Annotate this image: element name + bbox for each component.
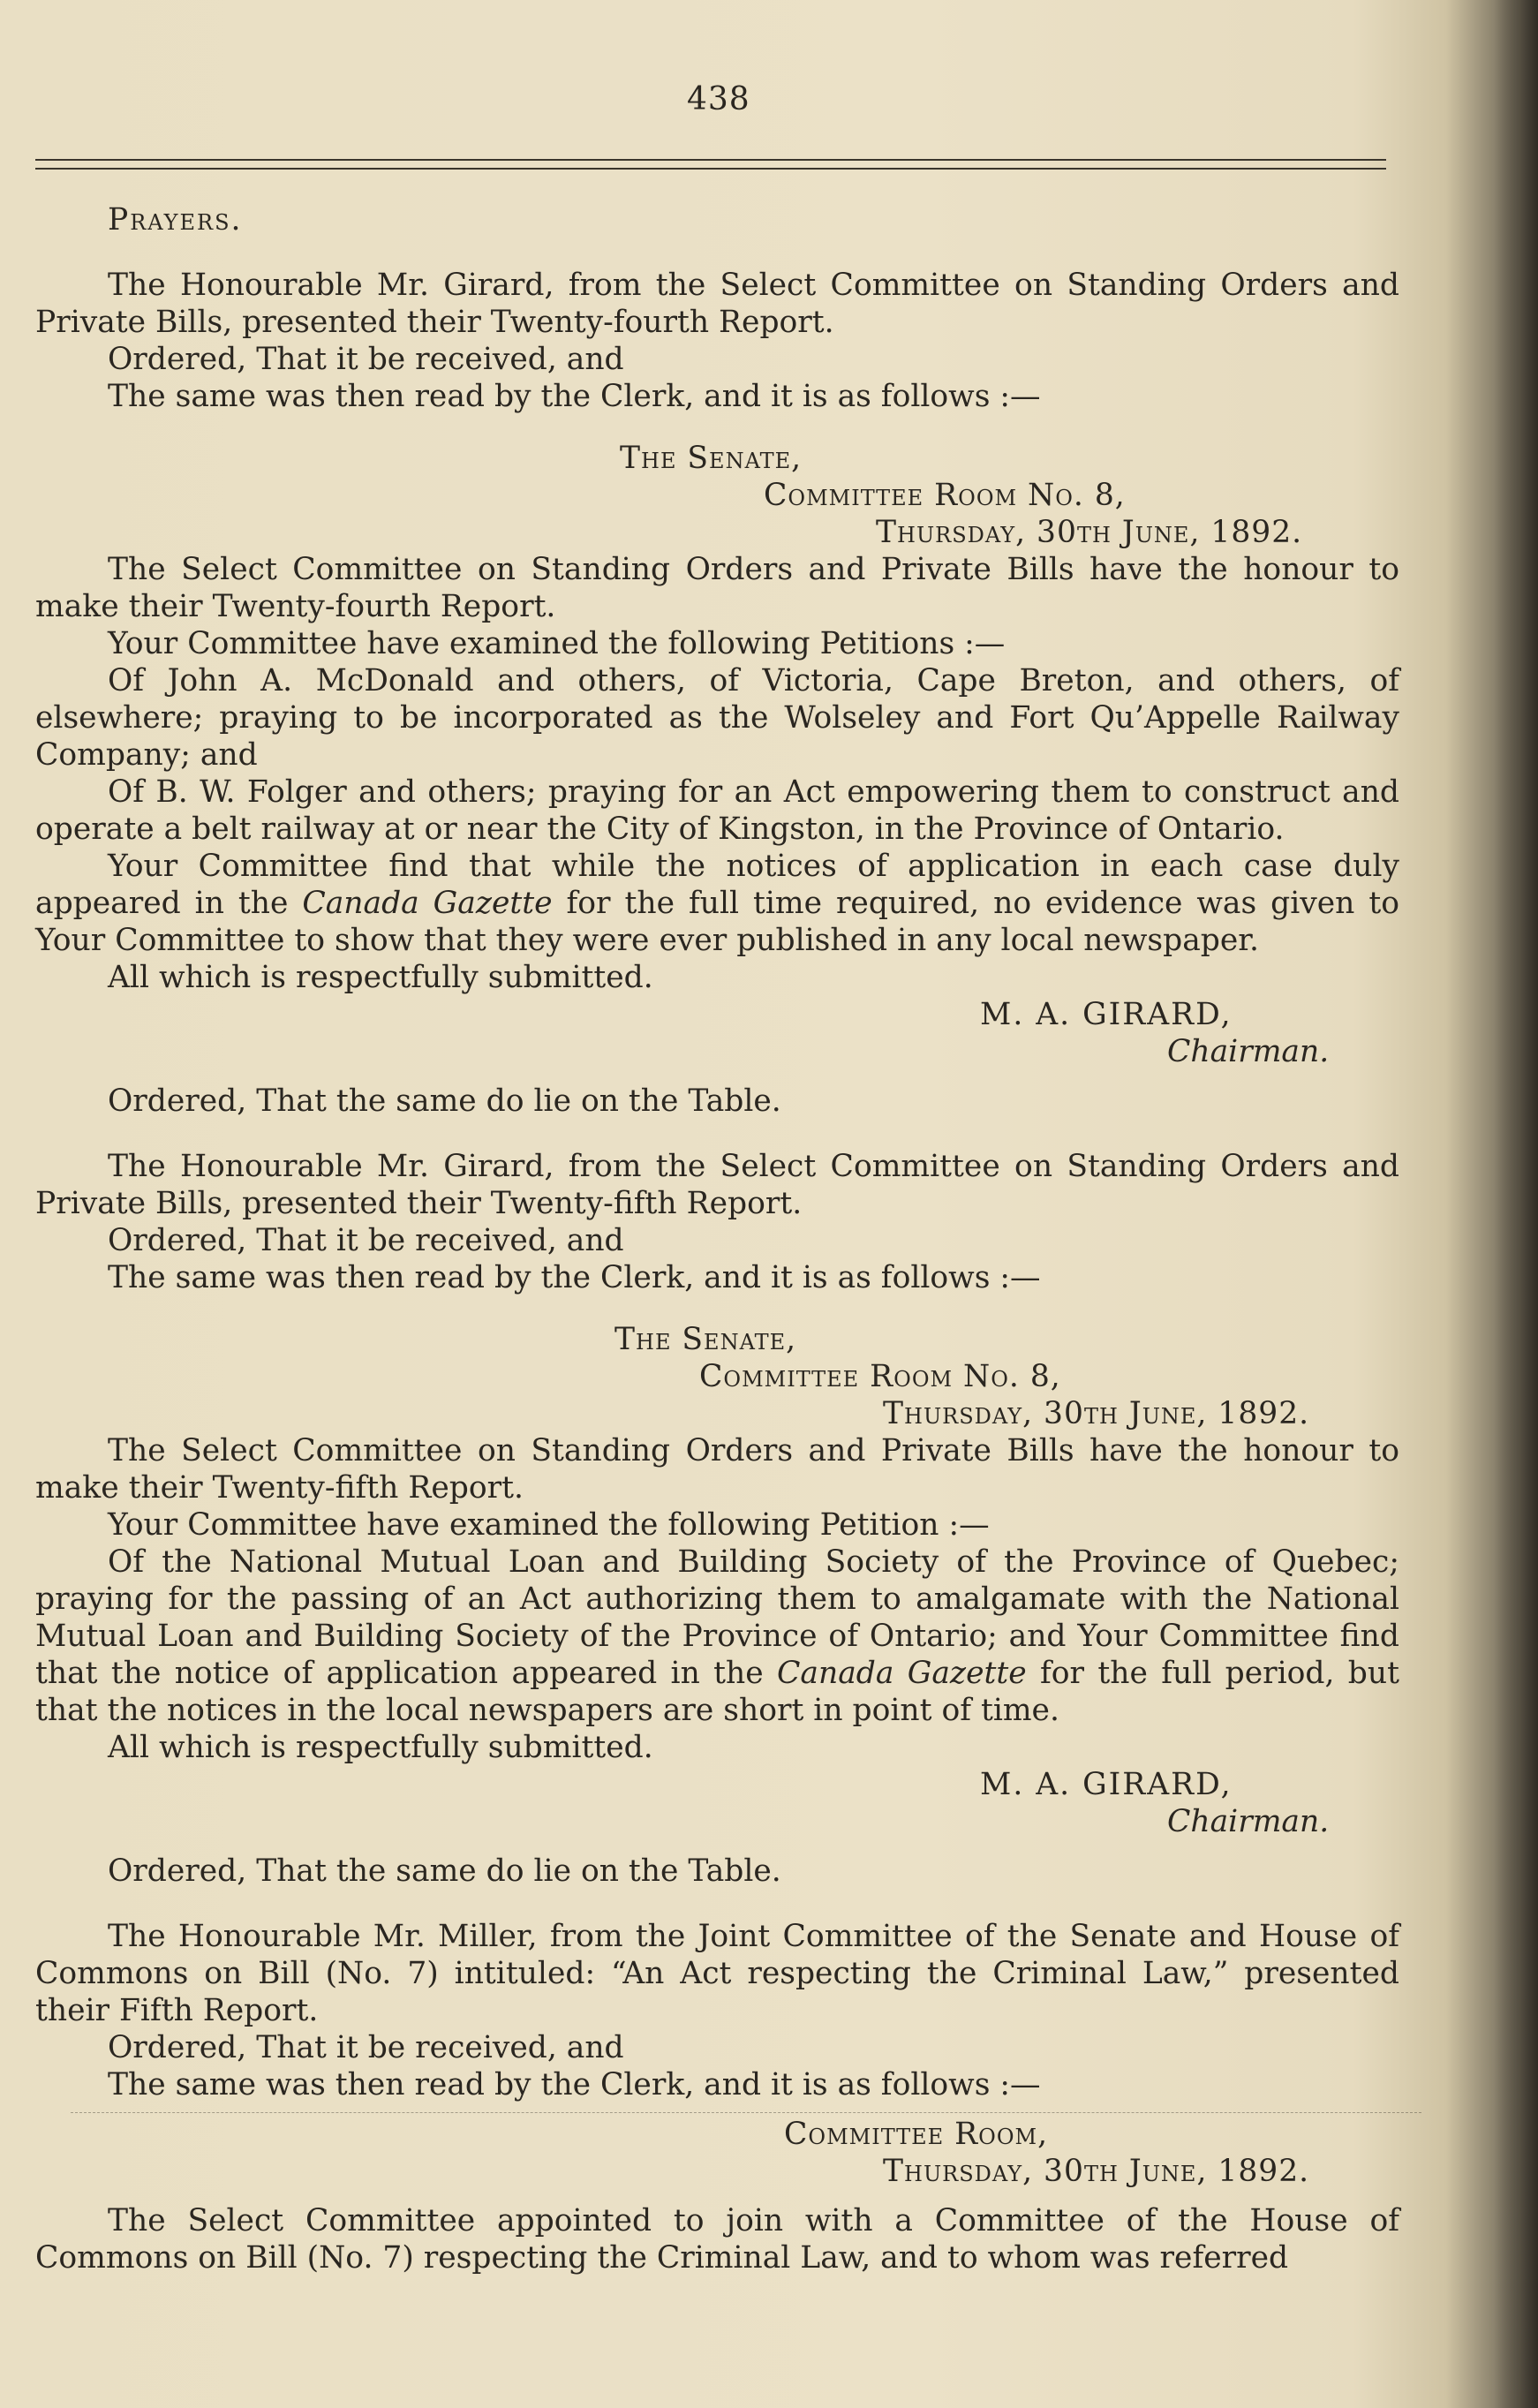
page-number: 438 [687,81,750,117]
prayers-heading: Prayers. [108,202,243,238]
report1-body-6: All which is respectfully submitted. [108,960,653,995]
report2-senate: The Senate, [614,1322,797,1357]
report2-body-1: The Select Committee on Standing Orders and Private Bills have the honour to make their Twenty-fifth Report. [35,1433,1399,1506]
report2-body-3: Of the National Mutual Loan and Building Society of the Province of Quebec; praying for the passing of an Act authorizing them to amalgamate with the National Mutual Loan and Building Society of the Province of Ontario; and Your Committee find that the notice of application appeared in the Canada Gazette for the full period, but that the notices in the local newspapers are short in point of time. [35,1544,1399,1728]
report2-intro: The Honourable Mr. Girard, from the Select Committee on Standing Orders and Private Bills, presented their Twenty-fifth Report. [35,1149,1399,1221]
report3-intro: The Honourable Mr. Miller, from the Joint Committee of the Senate and House of Commons on Bill (No. 7) intituled: “An Act respecting the Criminal Law,” presented their Fifth Report. [35,1919,1399,2028]
report1-intro: The Honourable Mr. Girard, from the Select Committee on Standing Orders and Private Bills, presented their Twenty-fourth Report. [35,268,1399,340]
report3-date: Thursday, 30th June, 1892. [883,2154,1310,2189]
gazette-name-2: Canada Gazette [777,1656,1027,1691]
report1-read: The same was then read by the Clerk, and it is as follows :— [108,379,1041,414]
report2-body-4: All which is respectfully submitted. [108,1730,653,1765]
report3-ordered: Ordered, That it be received, and [108,2030,624,2065]
report2-ordered: Ordered, That it be received, and [108,1223,624,1258]
report1-body-5: Your Committee find that while the notices of application in each case duly appeared in the Canada Gazette for the full time required, no evidence was given to Your Committee to show that they were ever published in any local newspaper. [35,849,1399,958]
report1-body-1: The Select Committee on Standing Orders and Private Bills have the honour to make their Twenty-fourth Report. [35,552,1399,624]
report2-date: Thursday, 30th June, 1892. [883,1396,1310,1431]
report1-senate: The Senate, [620,441,803,476]
report2-body-2: Your Committee have examined the following Petition :— [108,1507,990,1543]
report2-signature: M. A. GIRARD, [980,1767,1233,1802]
journal-text [35,201,1399,2276]
report1-chairman: Chairman. [1167,1034,1330,1069]
report3-room: Committee Room, [784,2117,1049,2152]
report1-signature: M. A. GIRARD, [980,997,1233,1032]
header-rule-top [35,159,1386,161]
report1-room: Committee Room No. 8, [764,478,1126,513]
fifth-report-criminal-law [35,1918,1399,2276]
report1-date: Thursday, 30th June, 1892. [876,515,1303,550]
page-edge-shadow [1494,0,1538,2408]
header-rule-bottom [35,168,1386,170]
twenty-fourth-report [35,267,1399,1120]
report3-body: The Select Committee appointed to join with a Committee of the House of Commons on Bill (No. 7) respecting the Criminal Law, and to whom was referred [35,2203,1399,2276]
report3-read: The same was then read by the Clerk, and it is as follows :— [108,2067,1041,2102]
report1-body-4: Of B. W. Folger and others; praying for an Act empowering them to construct and operate a belt railway at or near the City of Kingston, in the Province of Ontario. [35,774,1399,847]
report1-ordered: Ordered, That it be received, and [108,342,624,377]
report2-ordered-table: Ordered, That the same do lie on the Table. [108,1853,781,1889]
report2-room: Committee Room No. 8, [699,1359,1061,1394]
report1-ordered-table: Ordered, That the same do lie on the Table. [108,1083,781,1119]
twenty-fifth-report [35,1148,1399,1890]
report2-read: The same was then read by the Clerk, and it is as follows :— [108,1260,1041,1295]
faint-divider-line [71,2112,1421,2113]
report1-body-2: Your Committee have examined the following Petitions :— [108,626,1006,661]
report2-chairman: Chairman. [1167,1804,1330,1839]
report1-body-3: Of John A. McDonald and others, of Victoria, Cape Breton, and others, of elsewhere; praying to be incorporated as the Wolseley and Fort Qu’Appelle Railway Company; and [35,663,1399,773]
gazette-name: Canada Gazette [302,886,553,921]
